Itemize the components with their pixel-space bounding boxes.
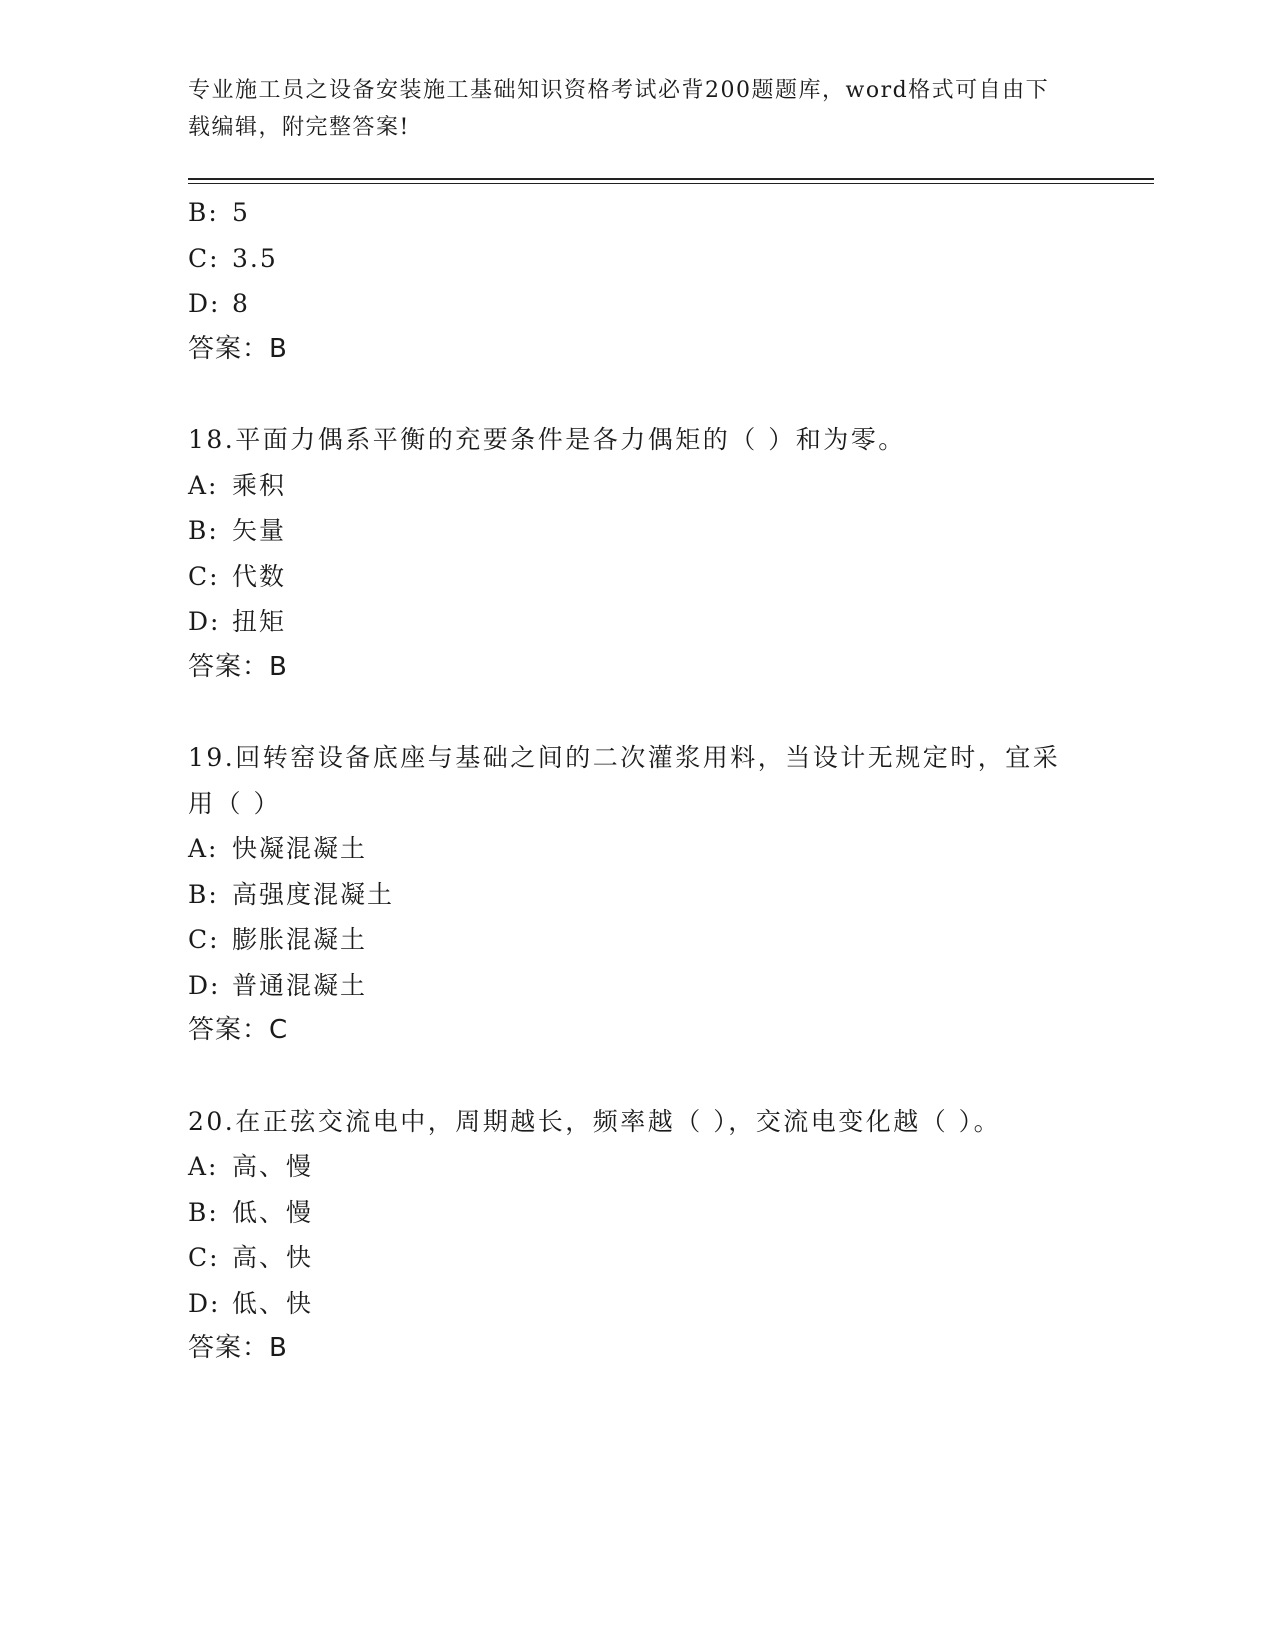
prev-question-block xyxy=(188,190,1108,372)
option-a: A: 快凝混凝土 xyxy=(188,834,368,863)
header-divider xyxy=(188,178,1154,180)
answer-line: 答案：B xyxy=(188,1333,288,1363)
page-header: 专业施工员之设备安装施工基础知识资格考试必背200题题库，word格式可自由下载编辑，附完整答案! xyxy=(188,78,1050,140)
header-divider-thin xyxy=(188,183,1154,184)
option-d: D: 低、快 xyxy=(188,1288,314,1318)
option-b: B: 低、慢 xyxy=(188,1197,314,1227)
option-a: A: 高、慢 xyxy=(188,1152,314,1181)
question-text: 20.在正弦交流电中，周期越长，频率越（ ），交流电变化越（ ）。 xyxy=(188,1106,1002,1136)
answer-line: 答案：B xyxy=(188,333,288,364)
answer-line: 答案：C xyxy=(188,1015,289,1045)
option-a: A: 乘积 xyxy=(188,470,287,500)
document-body xyxy=(188,190,1108,1372)
answer-line: 答案：B xyxy=(188,651,288,682)
option-b: B: 高强度混凝土 xyxy=(188,879,395,909)
option-c: C: 代数 xyxy=(188,561,287,591)
question-block-20 xyxy=(188,1099,1108,1372)
option-c: C: 3.5 xyxy=(188,243,278,273)
option-c: C: 高、快 xyxy=(188,1243,314,1272)
question-block-19 xyxy=(188,735,1108,1054)
option-b: B: 5 xyxy=(188,198,250,227)
question-text: 19.回转窑设备底座与基础之间的二次灌浆用料，当设计无规定时，宜采用（ ） xyxy=(188,743,1061,818)
option-d: D: 普通混凝土 xyxy=(188,970,368,1000)
option-d: D: 8 xyxy=(188,289,250,318)
question-text: 18.平面力偶系平衡的充要条件是各力偶矩的（ ）和为零。 xyxy=(188,425,906,454)
option-c: C: 膨胀混凝土 xyxy=(188,925,368,954)
option-d: D: 扭矩 xyxy=(188,607,287,636)
option-b: B: 矢量 xyxy=(188,516,287,545)
question-block-18 xyxy=(188,417,1108,690)
